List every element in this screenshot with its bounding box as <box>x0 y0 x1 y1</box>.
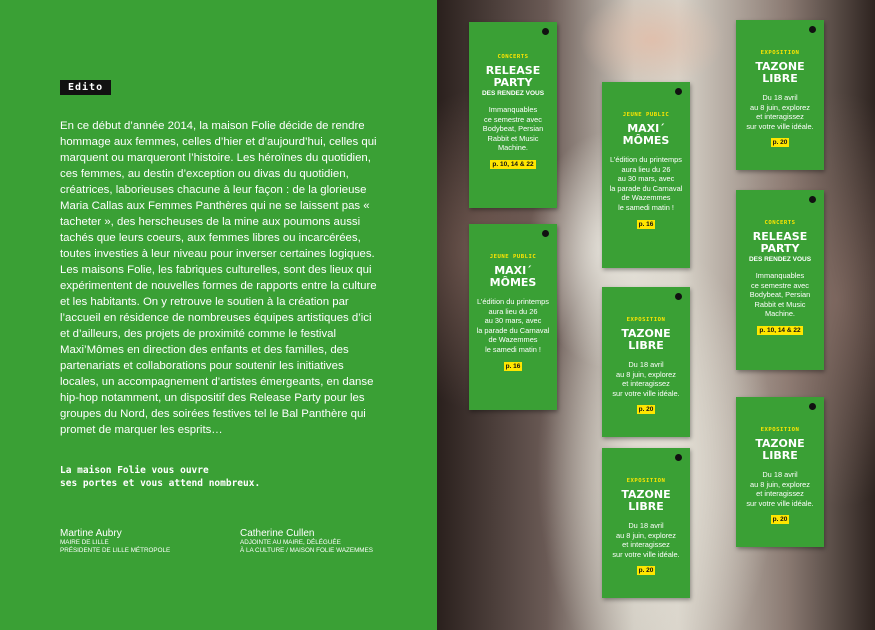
tag-hole-icon <box>675 88 682 95</box>
tag-page-ref: p. 20 <box>772 516 788 524</box>
edito-tagline: La maison Folie vous ouvre ses portes et vous attend nombreux. <box>60 465 261 489</box>
event-tag-maxi-momes <box>602 82 690 268</box>
edito-paragraph: En ce début d’année 2014, la maison Folie décide de rendre hommage aux femmes, celles d’hier et d’aujourd’hui, celles qui marquent ou marqueront l’histoire. Les héroïnes du quotidien, ces femmes, au destin d’exception ou divas du quotidien, créatrices, laborieuses chacune à leur façon : de la glorieuse Maria Callas aux Femmes Panthères qui ne se laissent pas « tacheter », des herscheuses de la mine aux poumons aussi tachés que leurs coeurs, aux femmes libres ou incarcérées, toutes investies à leur niveau pour inverser certaines logiques. Les maisons Folie, les fabriques culturelles, sont des lieux qui expérimentent de nouvelles formes de rapports entre la culture et les habitants. On y retrouve le soutien à la création par l’accueil en résidence de nombreuses équipes artistiques d’ici et d’ailleurs, des projets de proximité comme le festival Maxi’Mômes en direction des enfants et des familles, des partenariats et collaborations pour soutenir les initiatives locales, un accompagnement d’artistes émergeants, en danse hip-hop notamment, un dispositif des Release Party pour les groupes du Nord, des soirées festives tel le Bal Panthère qui promet de marquer les esprits… <box>60 120 377 436</box>
tag-hole-icon <box>809 403 816 410</box>
tag-category: JEUNE PUBLIC <box>622 112 670 118</box>
signature-title: MAIRE DE LILLE <box>60 539 109 546</box>
photo-panel <box>437 0 875 630</box>
tag-page-ref: p. 10, 14 & 22 <box>492 160 534 168</box>
tag-body: Du 18 avril au 8 juin, explorez et interagissez sur votre ville idéale. <box>746 93 814 131</box>
tag-hole-icon <box>675 293 682 300</box>
tag-title: MAXI´ MÔMES <box>489 264 537 289</box>
tag-page-ref: p. 20 <box>638 567 654 575</box>
tag-title: RELEASE PARTY <box>485 64 541 89</box>
tag-category: EXPOSITION <box>760 50 800 56</box>
tag-body: L’édition du printemps aura lieu du 26 au 30 mars, avec la parade du Carnaval de Wazemmes le samedi matin ! <box>476 297 550 354</box>
signature-name: Catherine Cullen <box>240 528 315 539</box>
tag-category: JEUNE PUBLIC <box>489 254 537 260</box>
tag-subtitle: DES RENDEZ VOUS <box>481 90 545 97</box>
tag-category: CONCERTS <box>764 220 796 226</box>
tag-page-ref: p. 10, 14 & 22 <box>759 326 801 334</box>
tag-hole-icon <box>675 454 682 461</box>
tag-page-ref: p. 20 <box>638 406 654 414</box>
tag-hole-icon <box>809 26 816 33</box>
tag-body: Immanquables ce semestre avec Bodybeat, Persian Rabbit et Music Machine. <box>749 271 811 319</box>
event-tag-tazone-libre <box>602 448 690 598</box>
event-tag-tazone-libre <box>736 20 824 170</box>
tag-body: Du 18 avril au 8 juin, explorez et interagissez sur votre ville idéale. <box>612 521 680 559</box>
tag-body: L’édition du printemps aura lieu du 26 au 30 mars, avec la parade du Carnaval de Wazemmes le samedi matin ! <box>609 155 683 212</box>
event-tag-tazone-libre <box>736 397 824 547</box>
tag-hole-icon <box>809 196 816 203</box>
tag-page-ref: p. 16 <box>638 220 654 228</box>
signature-title: ADJOINTE AU MAIRE, DÉLÉGUÉE <box>240 539 341 546</box>
tag-title: TAZONE LIBRE <box>621 488 671 513</box>
tag-category: EXPOSITION <box>760 427 800 433</box>
signature-title: PRÉSIDENTE DE LILLE MÉTROPOLE <box>60 547 171 554</box>
event-tag-release-party <box>736 190 824 370</box>
tag-title: TAZONE LIBRE <box>755 60 805 85</box>
signature-name: Martine Aubry <box>60 528 122 539</box>
signature-aubry <box>60 528 170 555</box>
tag-category: CONCERTS <box>497 54 529 60</box>
tag-body: Immanquables ce semestre avec Bodybeat, Persian Rabbit et Music Machine. <box>482 105 544 153</box>
tag-title: RELEASE PARTY <box>752 230 808 255</box>
tag-title: MAXI´ MÔMES <box>622 122 670 147</box>
edito-page <box>0 0 437 630</box>
tag-hole-icon <box>542 28 549 35</box>
signature-cullen <box>240 528 373 555</box>
tag-body: Du 18 avril au 8 juin, explorez et interagissez sur votre ville idéale. <box>746 470 814 508</box>
tag-title: TAZONE LIBRE <box>755 437 805 462</box>
tag-subtitle: DES RENDEZ VOUS <box>748 256 812 263</box>
event-tag-release-party <box>469 22 557 208</box>
tag-title: TAZONE LIBRE <box>621 327 671 352</box>
edito-label: Edito <box>60 80 111 95</box>
tag-body: Du 18 avril au 8 juin, explorez et interagissez sur votre ville idéale. <box>612 360 680 398</box>
tag-category: EXPOSITION <box>626 478 666 484</box>
signature-title: À LA CULTURE / MAISON FOLIE WAZEMMES <box>240 547 373 554</box>
tag-category: EXPOSITION <box>626 317 666 323</box>
tag-page-ref: p. 20 <box>772 139 788 147</box>
tag-hole-icon <box>542 230 549 237</box>
tag-page-ref: p. 16 <box>505 362 521 370</box>
event-tag-maxi-momes <box>469 224 557 410</box>
event-tag-tazone-libre <box>602 287 690 437</box>
